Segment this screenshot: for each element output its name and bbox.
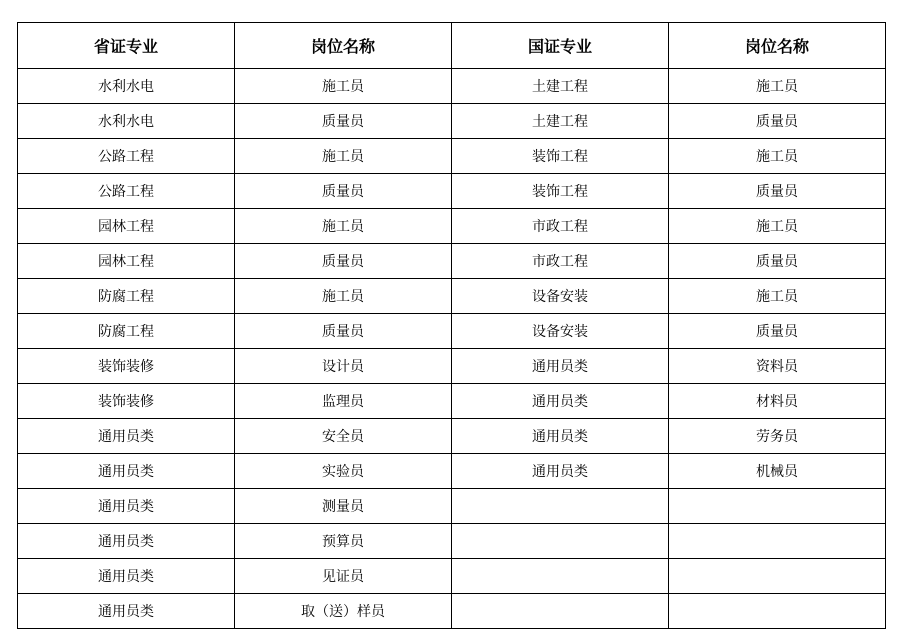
cell-position-name: 施工员 <box>235 279 452 314</box>
table-row <box>18 174 886 209</box>
cell-position-name: 见证员 <box>235 559 452 594</box>
table-body <box>18 69 886 629</box>
table-row <box>18 279 886 314</box>
cell-national-position-name: 施工员 <box>669 139 886 174</box>
cell-national-position-name: 质量员 <box>669 174 886 209</box>
cell-national-position-name: 资料员 <box>669 349 886 384</box>
table-row <box>18 244 886 279</box>
cell-provincial-major: 通用员类 <box>18 524 235 559</box>
header-position-name: 岗位名称 <box>669 23 886 69</box>
cell-provincial-major: 公路工程 <box>18 139 235 174</box>
cell-position-name: 监理员 <box>235 384 452 419</box>
cell-national-position-name: 机械员 <box>669 454 886 489</box>
cell-provincial-major: 防腐工程 <box>18 314 235 349</box>
cell-provincial-major: 通用员类 <box>18 559 235 594</box>
cell-national-position-name: 质量员 <box>669 244 886 279</box>
cell-national-position-name: 质量员 <box>669 314 886 349</box>
cell-position-name: 安全员 <box>235 419 452 454</box>
cell-national-position-name <box>669 489 886 524</box>
cell-position-name: 实验员 <box>235 454 452 489</box>
table-row <box>18 209 886 244</box>
table-row <box>18 69 886 104</box>
cell-national-position-name: 材料员 <box>669 384 886 419</box>
cell-provincial-major: 防腐工程 <box>18 279 235 314</box>
table-row <box>18 349 886 384</box>
cell-national-position-name <box>669 524 886 559</box>
cell-national-major: 设备安装 <box>452 279 669 314</box>
cell-provincial-major: 装饰装修 <box>18 384 235 419</box>
cell-position-name: 质量员 <box>235 104 452 139</box>
table-row <box>18 419 886 454</box>
cell-national-position-name: 劳务员 <box>669 419 886 454</box>
cell-national-major: 通用员类 <box>452 419 669 454</box>
table-row <box>18 139 886 174</box>
cell-provincial-major: 园林工程 <box>18 209 235 244</box>
cell-national-major: 市政工程 <box>452 209 669 244</box>
cell-provincial-major: 水利水电 <box>18 104 235 139</box>
table-row <box>18 384 886 419</box>
cell-position-name: 质量员 <box>235 174 452 209</box>
cell-national-position-name: 施工员 <box>669 69 886 104</box>
cell-provincial-major: 园林工程 <box>18 244 235 279</box>
cell-provincial-major: 通用员类 <box>18 489 235 524</box>
certificate-table-container <box>17 22 885 629</box>
cell-position-name: 取（送）样员 <box>235 594 452 629</box>
cell-national-major: 土建工程 <box>452 104 669 139</box>
cell-national-major <box>452 524 669 559</box>
table-header-row <box>18 23 886 69</box>
cell-national-position-name <box>669 594 886 629</box>
cell-national-major <box>452 559 669 594</box>
header-national-major: 国证专业 <box>452 23 669 69</box>
cell-national-major: 市政工程 <box>452 244 669 279</box>
cell-national-position-name: 施工员 <box>669 279 886 314</box>
cell-provincial-major: 通用员类 <box>18 594 235 629</box>
cell-position-name: 测量员 <box>235 489 452 524</box>
cell-provincial-major: 通用员类 <box>18 454 235 489</box>
table-row <box>18 524 886 559</box>
table-row <box>18 489 886 524</box>
cell-national-major: 土建工程 <box>452 69 669 104</box>
cell-national-major: 通用员类 <box>452 384 669 419</box>
cell-national-major: 设备安装 <box>452 314 669 349</box>
cell-national-position-name: 质量员 <box>669 104 886 139</box>
cell-national-major <box>452 594 669 629</box>
header-position-name: 岗位名称 <box>235 23 452 69</box>
table-row <box>18 594 886 629</box>
cell-provincial-major: 水利水电 <box>18 69 235 104</box>
cell-provincial-major: 通用员类 <box>18 419 235 454</box>
certificate-position-table <box>17 22 886 629</box>
cell-national-major: 通用员类 <box>452 349 669 384</box>
cell-provincial-major: 装饰装修 <box>18 349 235 384</box>
table-row <box>18 314 886 349</box>
header-provincial-major: 省证专业 <box>18 23 235 69</box>
cell-position-name: 预算员 <box>235 524 452 559</box>
cell-national-position-name: 施工员 <box>669 209 886 244</box>
table-row <box>18 454 886 489</box>
cell-national-major <box>452 489 669 524</box>
cell-position-name: 施工员 <box>235 139 452 174</box>
cell-position-name: 施工员 <box>235 209 452 244</box>
cell-position-name: 施工员 <box>235 69 452 104</box>
cell-provincial-major: 公路工程 <box>18 174 235 209</box>
cell-position-name: 质量员 <box>235 314 452 349</box>
cell-national-position-name <box>669 559 886 594</box>
cell-national-major: 通用员类 <box>452 454 669 489</box>
table-row <box>18 104 886 139</box>
cell-position-name: 设计员 <box>235 349 452 384</box>
cell-position-name: 质量员 <box>235 244 452 279</box>
cell-national-major: 装饰工程 <box>452 139 669 174</box>
table-row <box>18 559 886 594</box>
cell-national-major: 装饰工程 <box>452 174 669 209</box>
